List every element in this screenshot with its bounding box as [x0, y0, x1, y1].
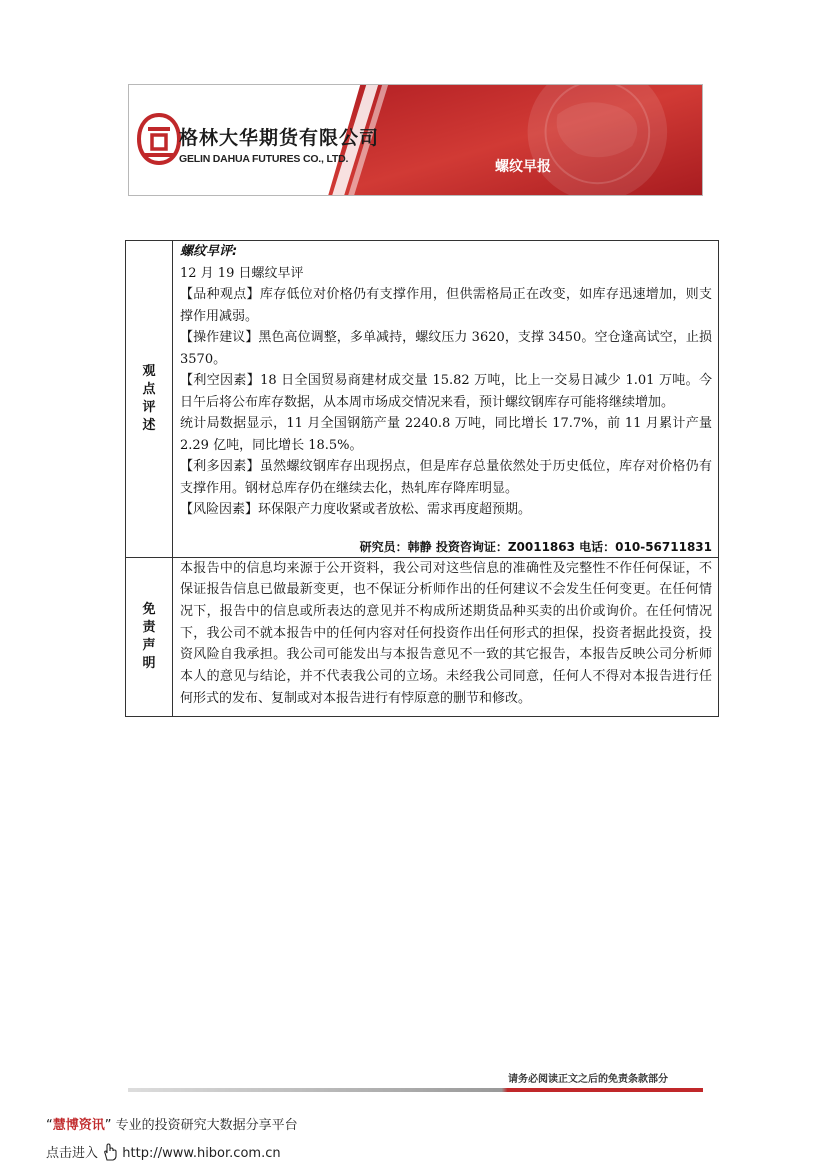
researcher-info: 研究员：韩静 投资咨询证：Z0011863 电话：010-56711831: [359, 539, 712, 554]
paragraph-bearish: 【利空因素】18 日全国贸易商建材成交量 15.82 万吨，比上一交易日减少 1.01 万吨。今日午后将公布库存数据，从本周市场成交情况来看，预计螺纹钢库存可能将继续增加。: [180, 373, 712, 410]
paragraph-statistics: 统计局数据显示，11 月全国钢筋产量 2240.8 万吨，同比增长 17.7%，前 11 月累计产量 2.29 亿吨，同比增长 18.5%。: [180, 416, 712, 453]
paragraph-risk: 【风险因素】环保限产力度收紧或者放松、需求再度超预期。: [180, 502, 532, 517]
company-name-en: GELIN DAHUA FUTURES CO., LTD.: [179, 153, 349, 165]
report-title: 螺纹早报: [495, 159, 551, 175]
enter-text: 点击进入: [46, 1146, 99, 1161]
footer-disclaimer-note: 请务必阅读正文之后的免责条款部分: [508, 1074, 668, 1085]
report-table: [125, 240, 719, 717]
paragraph-view: 【品种观点】库存低位对价格仍有支撑作用，但供需格局正在改变，如库存迅速增加，则支撑作用减弱。: [180, 287, 712, 324]
disclaimer-row: [126, 557, 719, 717]
commentary-content: [173, 241, 719, 558]
site-url-link[interactable]: http://www.hibor.com.cn: [122, 1146, 281, 1161]
header-banner: [128, 84, 703, 196]
commentary-row: [126, 241, 719, 558]
date-line: 12 月 19 日螺纹早评: [180, 265, 304, 281]
commentary-side-label: 观点评述: [126, 241, 173, 558]
promo-link[interactable]: [46, 1142, 281, 1161]
paragraph-bullish: 【利多因素】虽然螺纹钢库存出现拐点，但是库存总量依然处于历史低位，库存对价格仍有支撑作用。钢材总库存仍在继续去化，热轧库存降库明显。: [180, 459, 712, 496]
promo-text: 专业的投资研究大数据分享平台: [115, 1118, 298, 1133]
company-name-cn: 格林大华期货有限公司: [179, 127, 380, 149]
disclaimer-text: 本报告中的信息均来源于公开资料，我公司对这些信息的准确性及完整性不作任何保证，不保证报告信息已做最新变更，也不保证分析师作出的任何建议不会发生任何变更。在任何情况下，报告中的信息或所表达的意见并不构成所述期货品种买卖的出价或询价。在任何情况下，我公司不就本报告中的任何内容对任何投资作出任何形式的担保，投资者据此投资，投资风险自我承担。我公司可能发出与本报告意见不一致的其它报告，本报告反映公司分析师本人的意见与结论，并不代表我公司的立场。未经我公司同意，任何人不得对本报告进行任何形式的发布、复制或对本报告进行有悖原意的删节和修改。: [173, 557, 719, 717]
section-title: 螺纹早评:: [180, 244, 238, 259]
company-logo-icon: [137, 113, 181, 165]
paragraph-advice: 【操作建议】黑色高位调整，多单减持，螺纹压力 3620，支撑 3450。空仓逢高试空，止损 3570。: [180, 330, 712, 367]
disclaimer-side-label: 免责声明: [126, 557, 173, 717]
footer-divider: [128, 1088, 703, 1092]
promo-brand: 慧博资讯: [52, 1118, 105, 1133]
pointing-hand-icon: [102, 1143, 118, 1161]
promo-tagline: “慧博资讯” 专业的投资研究大数据分享平台: [46, 1118, 298, 1133]
